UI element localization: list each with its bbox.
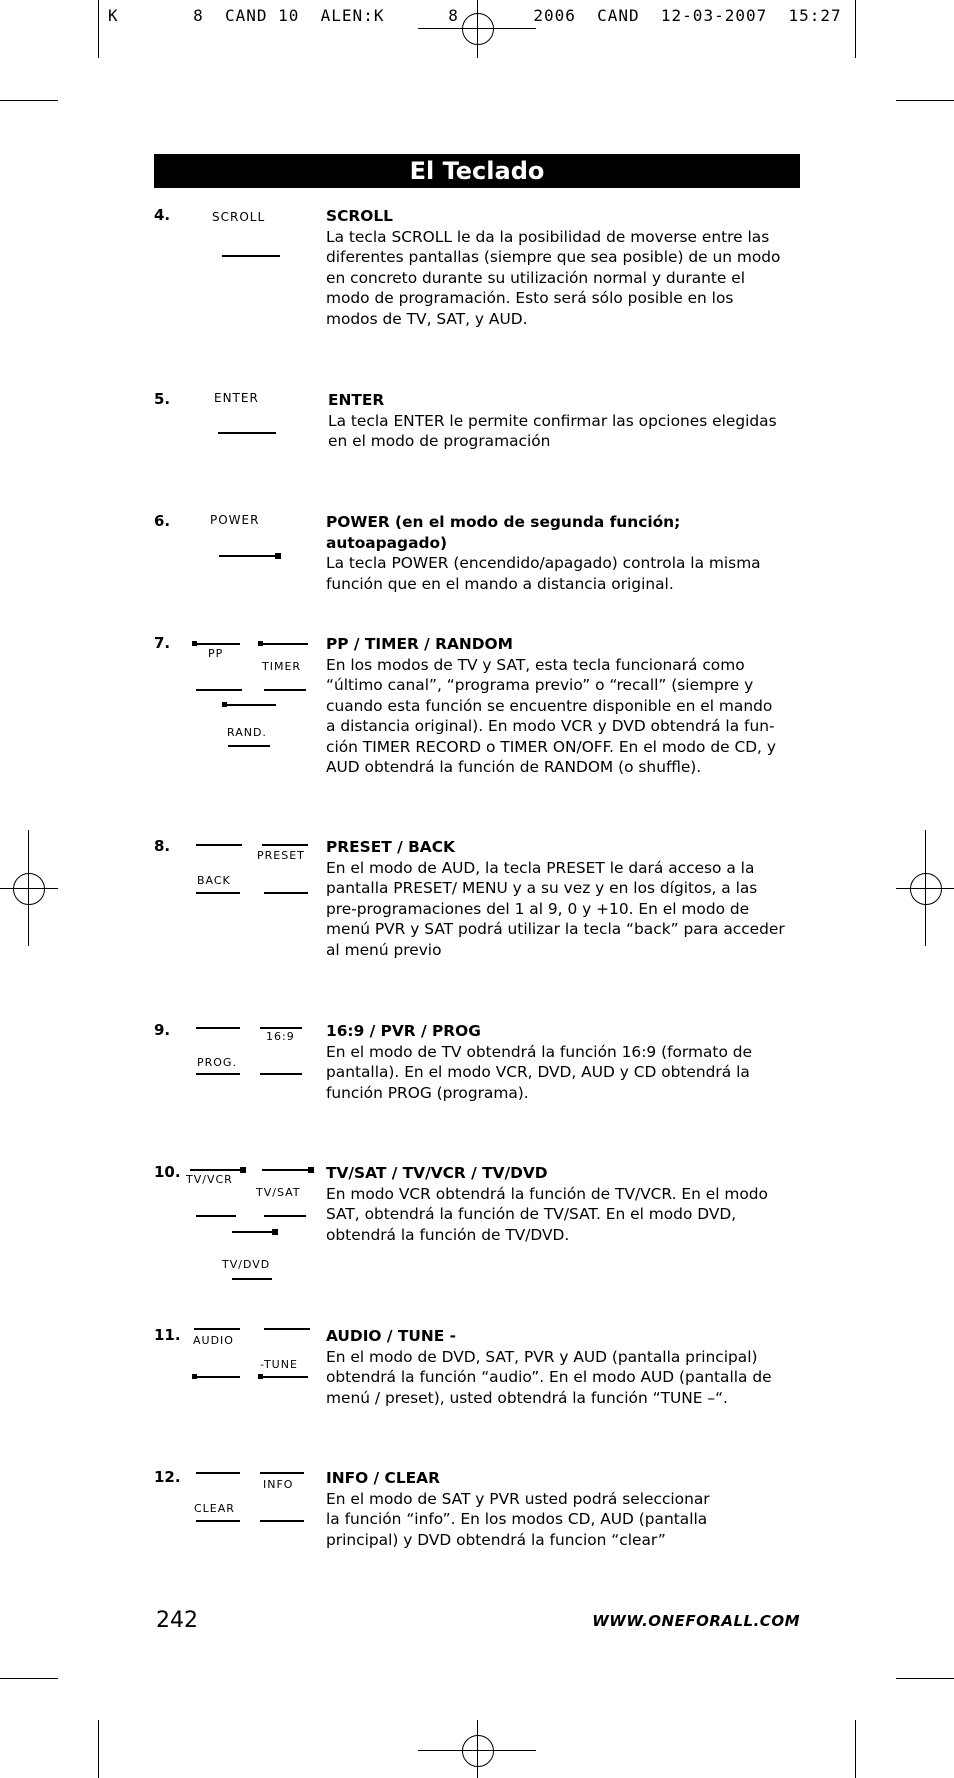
crop-mark: [896, 1678, 954, 1679]
crop-mark: [855, 0, 856, 58]
scroll-key-icon: [210, 210, 290, 250]
key-bar: [260, 1472, 304, 1474]
key-bar: [258, 643, 308, 645]
item-heading: PP / TIMER / RANDOM: [326, 635, 513, 653]
item-number: 11.: [154, 1326, 181, 1344]
crop-mark: [98, 1720, 99, 1778]
item-heading: SCROLL: [326, 207, 393, 225]
key-bar: [196, 1027, 240, 1029]
key-bar: [222, 255, 280, 257]
key-label: TIMER: [262, 660, 302, 673]
item-heading: ENTER: [328, 391, 385, 409]
key-bar: [196, 1472, 240, 1474]
item-number: 9.: [154, 1021, 171, 1039]
item-description: [326, 1021, 802, 1103]
key-label: TV/DVD: [222, 1258, 271, 1271]
registration-circle: [462, 1735, 494, 1767]
item-description: [326, 1326, 802, 1408]
item-number: 7.: [154, 634, 171, 652]
key-label: TV/SAT: [256, 1186, 301, 1199]
enter-key-icon: [212, 391, 292, 431]
back-key-icon: [196, 837, 252, 887]
registration-circle: [13, 873, 45, 905]
key-label: POWER: [210, 513, 260, 527]
prog-key-icon: [196, 1021, 252, 1069]
key-bar: [228, 745, 270, 747]
key-bar: [264, 1328, 310, 1330]
aspect-16-9-key-icon: [258, 1021, 314, 1061]
item-body: La tecla POWER (encendido/apagado) controla la misma función que en el mando a distancia original.: [326, 554, 761, 593]
key-label: PRESET: [257, 849, 305, 862]
website-url[interactable]: WWW.ONEFORALL.COM: [592, 1612, 800, 1630]
item-number: 10.: [154, 1163, 181, 1181]
key-label: RAND.: [227, 726, 267, 739]
key-bar: [260, 1520, 304, 1522]
item-heading: 16:9 / PVR / PROG: [326, 1022, 481, 1040]
item-body: En el modo de SAT y PVR usted podrá seleccionar la función “info”. En los modos CD, AUD (pantalla principal) y DVD obtendrá la funcion “clear”: [326, 1489, 710, 1549]
key-bar: [260, 1027, 302, 1029]
crop-mark: [896, 100, 954, 101]
registration-circle: [910, 873, 942, 905]
item-body: La tecla SCROLL le da la posibilidad de moverse entre las diferentes pantallas (siempre que sea posible) de un modo en concreto durante su utilización normal y durante el modo de programación. Esto será sólo posible en los modos de TV, SAT, y AUD.: [326, 227, 781, 328]
key-label: BACK: [197, 874, 231, 887]
key-bar: [258, 1376, 308, 1378]
clear-key-icon: [194, 1468, 250, 1515]
item-number: 5.: [154, 390, 171, 408]
key-label: PROG.: [197, 1056, 237, 1069]
item-body: En modo VCR obtendrá la función de TV/VCR. En el modo SAT, obtendrá la función de TV/SAT. En el modo DVD, obtendrá la función de TV/DVD.: [326, 1184, 768, 1244]
item-heading: AUDIO / TUNE -: [326, 1327, 456, 1345]
item-description: [326, 634, 802, 778]
key-label: CLEAR: [194, 1502, 235, 1515]
item-description: [326, 1468, 802, 1550]
section-title: El Teclado: [154, 154, 800, 188]
preset-key-icon: [256, 837, 316, 877]
key-bar: [262, 844, 308, 846]
key-bar: [219, 555, 281, 557]
key-label: 16:9: [266, 1030, 295, 1043]
key-bar: [196, 1520, 240, 1522]
key-label: PP: [208, 647, 224, 660]
item-body: En los modos de TV y SAT, esta tecla funcionará como “último canal”, “programa previo” o “recall” (siempre y cuando esta función se encuentre disponible en el mando a distancia original). En modo VCR y DVD obtendrá la fun- ción TIMER RECORD o TIMER ON/OFF. En el modo de CD, y AUD obtendrá la función de RANDOM (o shuffle).: [326, 655, 776, 776]
crop-mark: [0, 100, 58, 101]
key-bar: [192, 1376, 240, 1378]
key-bar: [232, 1278, 272, 1280]
key-label: -TUNE: [260, 1358, 298, 1371]
key-bar: [260, 1073, 302, 1075]
item-heading: TV/SAT / TV/VCR / TV/DVD: [326, 1164, 548, 1182]
item-description: [326, 512, 802, 594]
key-bar: [196, 1215, 236, 1217]
key-label: SCROLL: [212, 210, 266, 224]
item-heading: PRESET / BACK: [326, 838, 455, 856]
crop-mark: [98, 0, 99, 58]
key-label: AUDIO: [193, 1334, 234, 1347]
key-bar: [194, 1328, 240, 1330]
key-bar: [222, 704, 276, 706]
key-bar: [196, 892, 240, 894]
item-body: En el modo de TV obtendrá la función 16:9 (formato de pantalla). En el modo VCR, DVD, AUD y CD obtendrá la función PROG (programa).: [326, 1042, 752, 1102]
pp-key-icon: [192, 634, 244, 674]
key-bar: [196, 844, 242, 846]
item-body: En el modo de DVD, SAT, PVR y AUD (pantalla principal) obtendrá la función “audio”. En el modo AUD (pantalla de menú / preset), usted obtendrá la función “TUNE –“.: [326, 1347, 772, 1407]
printer-slug-line: K 8 CAND 10 ALEN:K 8 2006 CAND 12-03-2007 15:27: [108, 6, 842, 25]
timer-key-icon: [258, 634, 314, 674]
key-bar: [264, 1215, 306, 1217]
item-heading: POWER (en el modo de segunda función; autoapagado): [326, 513, 681, 552]
key-bar: [218, 432, 276, 434]
item-body: En el modo de AUD, la tecla PRESET le dará acceso a la pantalla PRESET/ MENU y a su vez y en los dígitos, a las pre-programaciones del 1 al 9, 0 y +10. En el modo de menú PVR y SAT podrá utilizar la tecla “back” para acceder al menú previo: [326, 858, 785, 959]
tv-sat-key-icon: [256, 1163, 318, 1203]
tv-dvd-key-icon: [222, 1231, 284, 1271]
page-number: 242: [156, 1608, 198, 1633]
tune-minus-key-icon: [258, 1326, 318, 1371]
key-label: ENTER: [214, 391, 259, 405]
key-bar: [232, 1231, 278, 1233]
item-description: [326, 1163, 802, 1245]
audio-key-icon: [192, 1326, 248, 1366]
item-heading: INFO / CLEAR: [326, 1469, 440, 1487]
key-bar: [262, 1169, 314, 1171]
random-key-icon: [220, 704, 280, 744]
key-bar: [196, 689, 242, 691]
item-description: [328, 390, 804, 452]
crop-mark: [855, 1720, 856, 1778]
item-number: 6.: [154, 512, 171, 530]
crop-mark: [0, 1678, 58, 1679]
key-bar: [264, 892, 308, 894]
registration-circle: [462, 13, 494, 45]
item-number: 4.: [154, 206, 171, 224]
key-bar: [196, 1073, 240, 1075]
item-body: La tecla ENTER le permite confirmar las opciones elegidas en el modo de programación: [328, 411, 777, 450]
key-bar: [192, 643, 240, 645]
item-description: [326, 206, 802, 329]
tv-vcr-key-icon: [186, 1163, 250, 1203]
key-label: TV/VCR: [186, 1173, 233, 1186]
info-key-icon: [258, 1468, 314, 1508]
item-description: [326, 837, 802, 960]
key-label: INFO: [263, 1478, 294, 1491]
power-key-icon: [210, 513, 290, 553]
key-bar: [190, 1169, 246, 1171]
item-number: 12.: [154, 1468, 181, 1486]
key-bar: [264, 689, 306, 691]
item-number: 8.: [154, 837, 171, 855]
